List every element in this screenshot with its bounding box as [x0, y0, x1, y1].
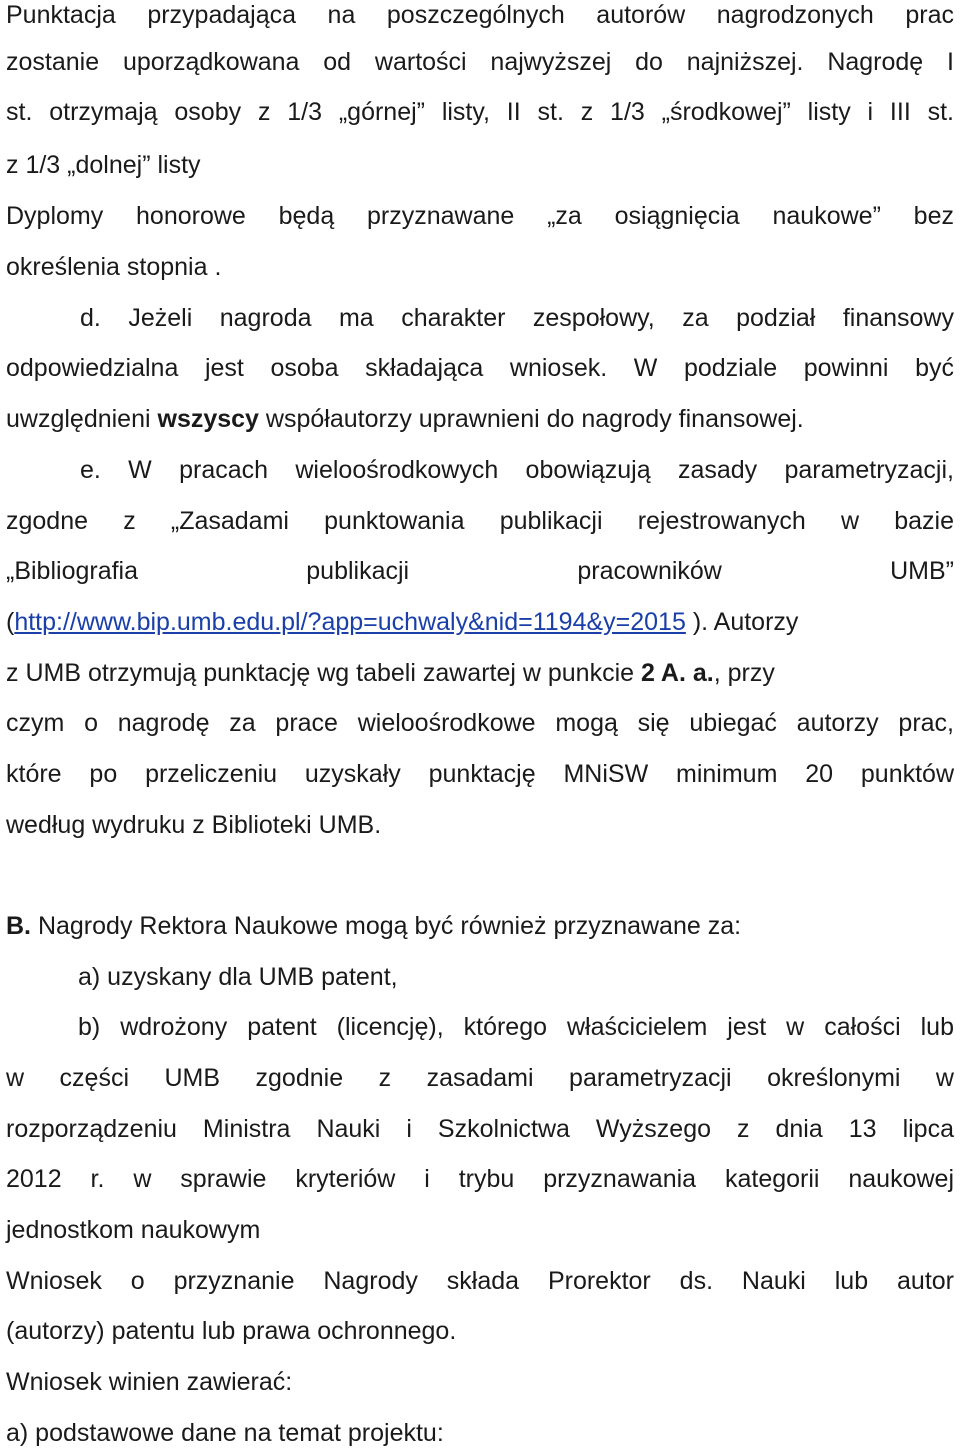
section-b-line: a) podstawowe dane na temat projektu:: [6, 1419, 444, 1447]
text-fragment: (: [6, 608, 15, 636]
section-b-label: B.: [6, 912, 31, 940]
paragraph-line: st. otrzymają osoby z 1/3 „górnej” listy, II st. z 1/3 „środkowej” listy i III st.: [6, 98, 954, 126]
paragraph-line: Punktacja przypadająca na poszczególnych autorów nagrodzonych prac: [6, 1, 954, 29]
section-e-line: [6, 607, 954, 637]
section-d-line: [6, 404, 954, 434]
paragraph-line: z 1/3 „dolnej” listy: [6, 151, 201, 179]
section-b-line: jednostkom naukowym: [6, 1216, 261, 1244]
section-b-line: (autorzy) patentu lub prawa ochronnego.: [6, 1317, 457, 1345]
text-fragment: , przy: [713, 659, 775, 687]
text-fragment: współautorzy uprawnieni do nagrody finansowej.: [258, 405, 804, 433]
text-fragment: z UMB otrzymują punktację wg tabeli zawartej w punkcie: [6, 659, 641, 687]
list-item-b: b) wdrożony patent (licencję), którego właścicielem jest w całości lub: [78, 1013, 954, 1041]
paragraph-line: określenia stopnia .: [6, 253, 222, 281]
section-d-line: odpowiedzialna jest osoba składająca wniosek. W podziale powinni być: [6, 354, 954, 382]
text-fragment: Nagrody Rektora Naukowe mogą być również przyznawane za:: [31, 912, 742, 940]
section-e-line: zgodne z „Zasadami punktowania publikacji rejestrowanych w bazie: [6, 507, 954, 535]
section-e-line: czym o nagrodę za prace wieloośrodkowe mogą się ubiegać autorzy prac,: [6, 709, 954, 737]
section-b-line: 2012 r. w sprawie kryteriów i trybu przyznawania kategorii naukowej: [6, 1165, 954, 1193]
section-b-heading: [6, 911, 954, 941]
section-d-line: d. Jeżeli nagroda ma charakter zespołowy, za podział finansowy: [80, 304, 954, 332]
section-b-line: Wniosek winien zawierać:: [6, 1368, 293, 1396]
bip-link[interactable]: http://www.bip.umb.edu.pl/?app=uchwaly&nid=1194&y=2015: [14, 608, 686, 636]
text-fragment: uwzględnieni: [6, 405, 158, 433]
section-e-line: które po przeliczeniu uzyskały punktację MNiSW minimum 20 punktów: [6, 760, 954, 788]
section-e-line: „Bibliografia publikacji pracowników UMB”: [6, 557, 954, 585]
text-fragment: ). Autorzy: [685, 608, 799, 636]
emphasis-text: wszyscy: [157, 405, 259, 433]
section-e-line: [6, 658, 954, 688]
section-e-line: według wydruku z Biblioteki UMB.: [6, 811, 382, 839]
section-b-line: w części UMB zgodnie z zasadami parametryzacji określonymi w: [6, 1064, 954, 1092]
paragraph-line: zostanie uporządkowana od wartości najwyższej do najniższej. Nagrodę I: [6, 48, 954, 76]
list-item-a: a) uzyskany dla UMB patent,: [78, 963, 398, 991]
section-e-line: e. W pracach wieloośrodkowych obowiązują zasady parametryzacji,: [80, 456, 954, 484]
section-b-line: Wniosek o przyznanie Nagrody składa Prorektor ds. Nauki lub autor: [6, 1267, 954, 1295]
emphasis-text: 2 A. a.: [641, 659, 714, 687]
section-b-line: rozporządzeniu Ministra Nauki i Szkolnictwa Wyższego z dnia 13 lipca: [6, 1115, 954, 1143]
paragraph-line: Dyplomy honorowe będą przyznawane „za osiągnięcia naukowe” bez: [6, 202, 954, 230]
